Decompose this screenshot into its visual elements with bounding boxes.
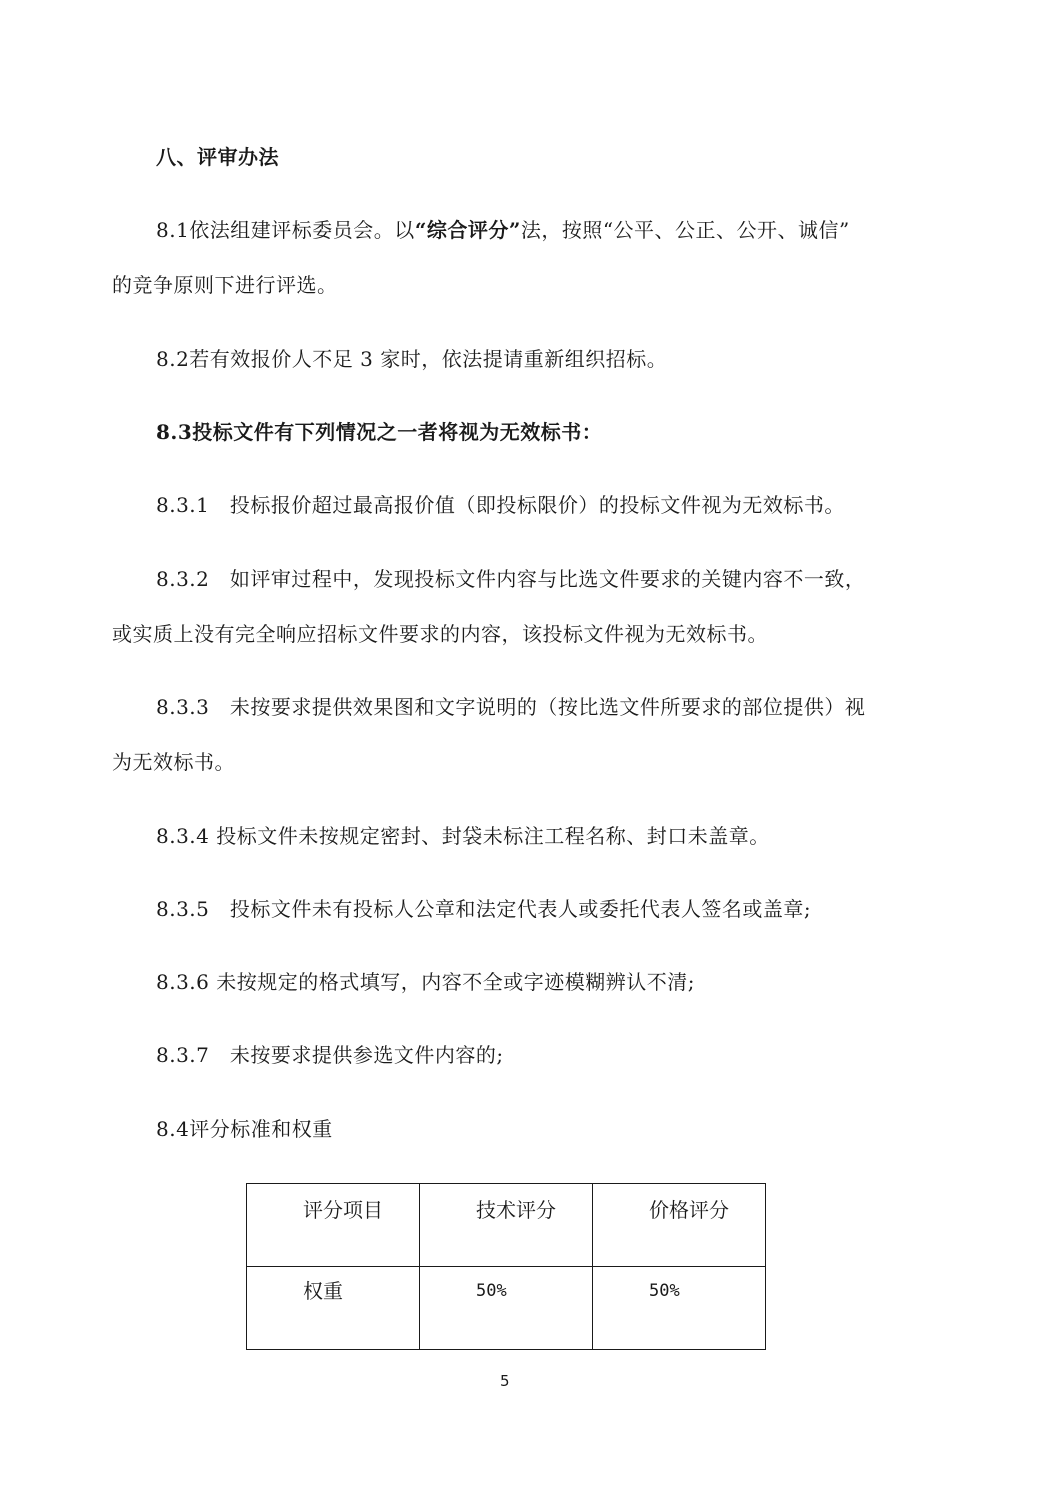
table-header-scoring-item: 评分项目 [303,1198,383,1222]
paragraph-8-3-3-line2: 为无效标书。 [112,750,235,774]
table-cell [420,1267,593,1350]
paragraph-8-3-7: 8.3.7 未按要求提供参选文件内容的; [156,1043,504,1067]
paragraph-8-3-2-line2: 或实质上没有完全响应招标文件要求的内容，该投标文件视为无效标书。 [112,622,768,646]
paragraph-8-3-5: 8.3.5 投标文件未有投标人公章和法定代表人或委托代表人签名或盖章; [156,897,812,921]
table-header-technical-score: 技术评分 [476,1198,556,1222]
table-cell [593,1184,766,1267]
paragraph-8-1-text-post: 法，按照“公平、公正、公开、诚信” [520,218,850,242]
paragraph-8-4: 8.4评分标准和权重 [156,1117,333,1141]
table-cell [420,1184,593,1267]
paragraph-8-1-text-pre: 8.1依法组建评标委员会。以 [156,218,415,242]
section-heading: 八、评审办法 [156,145,279,169]
paragraph-8-1-line2: 的竞争原则下进行评选。 [112,273,338,297]
table-value-technical-weight: 50% [476,1281,507,1301]
paragraph-8-3-2-line1: 8.3.2 如评审过程中，发现投标文件内容与比选文件要求的关键内容不一致， [156,567,866,591]
paragraph-8-3: 8.3投标文件有下列情况之一者将视为无效标书： [156,420,603,444]
table-cell [247,1267,420,1350]
paragraph-8-3-4: 8.3.4 投标文件未按规定密封、封袋未标注工程名称、封口未盖章。 [156,824,770,848]
table-row-label-weight: 权重 [303,1279,343,1303]
paragraph-8-1-bold-term: “综合评分” [414,218,521,242]
paragraph-8-2: 8.2若有效报价人不足 3 家时，依法提请重新组织招标。 [156,347,668,371]
table-value-price-weight: 50% [649,1281,680,1301]
scoring-weight-table [246,1183,766,1350]
table-header-row [247,1184,766,1267]
paragraph-8-3-6: 8.3.6 未按规定的格式填写，内容不全或字迹模糊辨认不清; [156,970,695,994]
paragraph-8-3-3-line1: 8.3.3 未按要求提供效果图和文字说明的（按比选文件所要求的部位提供）视 [156,695,866,719]
paragraph-8-1-line1 [156,217,850,243]
table-cell [593,1267,766,1350]
page-number: 5 [500,1372,510,1390]
table-header-price-score: 价格评分 [649,1198,729,1222]
paragraph-8-3-1: 8.3.1 投标报价超过最高报价值（即投标限价）的投标文件视为无效标书。 [156,493,845,517]
table-row [247,1267,766,1350]
table-cell [247,1184,420,1267]
